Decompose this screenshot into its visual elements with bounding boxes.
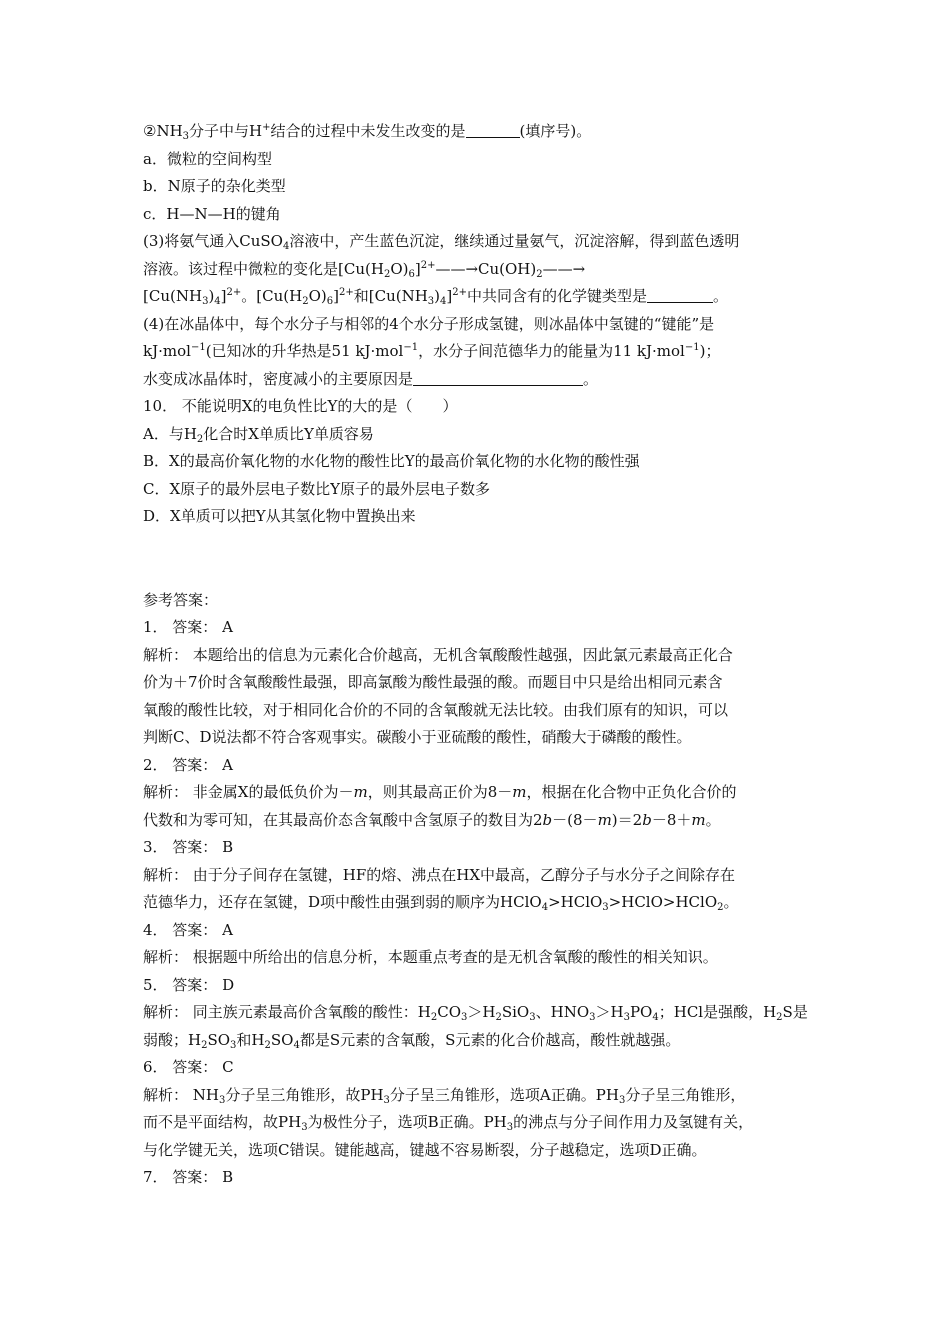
answers-title: 参考答案： bbox=[143, 590, 219, 609]
answer-1: 1． 答案： A bbox=[143, 618, 233, 636]
explanation-3-line2: 范德华力，还存在氢键，D项中酸性由强到弱的顺序为HClO$_4$>HClO$_3$>HClO>HClO$_2$。 bbox=[143, 893, 739, 913]
explanation-6-line2: 而不是平面结构，故$PH_3$为极性分子，选项B正确。$PH_3$的沸点与分子间作用力及氢键有关， bbox=[143, 1113, 754, 1133]
explanation-5-line1: 解析： 同主族元素最高价含氧酸的酸性：$H_2CO_3>H_2SiO_3$、$HNO_3>H_3PO_4$；HCl是强酸，$H_2S$是 bbox=[143, 1003, 808, 1023]
q10-option-b: B．X的最高价氧化物的水化物的酸性比Y的最高价氧化物的水化物的酸性强 bbox=[143, 452, 640, 470]
q9-part4-line3: 水变成冰晶体时，密度减小的主要原因是 。 bbox=[143, 369, 599, 388]
q9-part2-question: $②NH_3$分子中与H+结合的过程中未发生改变的是 (填序号)。 bbox=[143, 122, 592, 142]
explanation-1-line3: 氧酸的酸性比较，对于相同化合价的不同的含氧酸就无法比较。由我们原有的知识，可以 bbox=[143, 700, 729, 719]
q10-option-a: A．与$H_2$化合时X单质比Y单质容易 bbox=[143, 424, 374, 445]
answer-blank[interactable] bbox=[647, 286, 713, 303]
explanation-4-line1: 解析： 根据题中所给出的信息分析，本题重点考查的是无机含氧酸的酸性的相关知识。 bbox=[143, 948, 718, 966]
explanation-2-line1: 解析： 非金属X的最低负价为－m，则其最高正价为8－m，根据在化合物中正负化合价的 bbox=[143, 783, 737, 801]
explanation-1-line1: 解析： 本题给出的信息为元素化合价越高，无机含氧酸酸性越强，因此氯元素最高正化合 bbox=[143, 645, 733, 664]
answer-4: 4． 答案： A bbox=[143, 920, 233, 939]
q10-option-d: D．X单质可以把Y从其氢化物中置换出来 bbox=[143, 507, 416, 525]
answer-6: 6． 答案： C bbox=[143, 1058, 234, 1076]
q9-option-a: a．微粒的空间构型 bbox=[143, 149, 272, 168]
answer-blank[interactable] bbox=[413, 369, 583, 386]
answer-5: 5． 答案： D bbox=[143, 975, 235, 994]
explanation-5-line2: 弱酸；$H_2SO_3$和$H_2SO_4$都是S元素的含氧酸，S元素的化合价越高，酸性就越强。 bbox=[143, 1030, 681, 1051]
q9-option-b: b．N原子的杂化类型 bbox=[143, 177, 286, 195]
q9-part3-line2: 溶液。该过程中微粒的变化是$[Cu(H_2O)_6]^{2+}——\to Cu(OH)_2——\to$ bbox=[143, 259, 586, 280]
explanation-1-line2: 价为＋7价时含氧酸酸性最强，即高氯酸为酸性最强的酸。而题目中只是给出相同元素含 bbox=[143, 673, 723, 691]
explanation-6-line3: 与化学键无关，选项C错误。键能越高，键越不容易断裂，分子越稳定，选项D正确。 bbox=[143, 1140, 707, 1159]
explanation-1-line4: 判断C、D说法都不符合客观事实。碳酸小于亚硫酸的酸性，硝酸大于磷酸的酸性。 bbox=[143, 728, 692, 746]
explanation-3-line1: 解析： 由于分子间存在氢键，HF的熔、沸点在HX中最高，乙醇分子与水分子之间除存在 bbox=[143, 865, 736, 884]
q9-part4-line2: kJ·mol$^{-1}$(已知冰的升华热是51 kJ·mol$^{-1}$，水分子间范德华力的能量为11 kJ·mol$^{-1}$)； bbox=[143, 342, 721, 360]
explanation-6-line1: 解析： $NH_3$分子呈三角锥形，故$PH_3$分子呈三角锥形，选项A正确。$PH_3$分子呈三角锥形， bbox=[143, 1085, 746, 1106]
answer-3: 3． 答案： B bbox=[143, 838, 234, 856]
q9-part4-line1: (4)在冰晶体中，每个水分子与相邻的4个水分子形成氢键，则冰晶体中氢键的“键能”是 bbox=[143, 314, 715, 333]
answer-blank[interactable] bbox=[466, 121, 520, 138]
q9-part3-line3: $[Cu(NH_3)_4]^{2+}$。$[Cu(H_2O)_6]^{2+}$和$[Cu(NH_3)_4]^{2+}$中共同含有的化学键类型是 。 bbox=[143, 287, 729, 307]
answer-2: 2． 答案： A bbox=[143, 755, 233, 774]
q10-option-c: C．X原子的最外层电子数比Y原子的最外层电子数多 bbox=[143, 479, 491, 498]
q9-part3-line1: (3)将氨气通入CuSO$_4$溶液中，产生蓝色沉淀，继续通过量氨气，沉淀溶解，得到蓝色透明 bbox=[143, 232, 740, 252]
answer-7: 7． 答案： B bbox=[143, 1168, 234, 1186]
q10-stem: 10． 不能说明X的电负性比Y的大的是（ ） bbox=[143, 397, 458, 415]
section-spacer bbox=[143, 531, 813, 587]
explanation-2-line2: 代数和为零可知，在其最高价态含氧酸中含氢原子的数目为2b－(8－m)＝2b－8＋m。 bbox=[143, 810, 721, 829]
q9-option-c: c．H—N—H的键角 bbox=[143, 204, 281, 223]
document-body bbox=[143, 118, 813, 1192]
